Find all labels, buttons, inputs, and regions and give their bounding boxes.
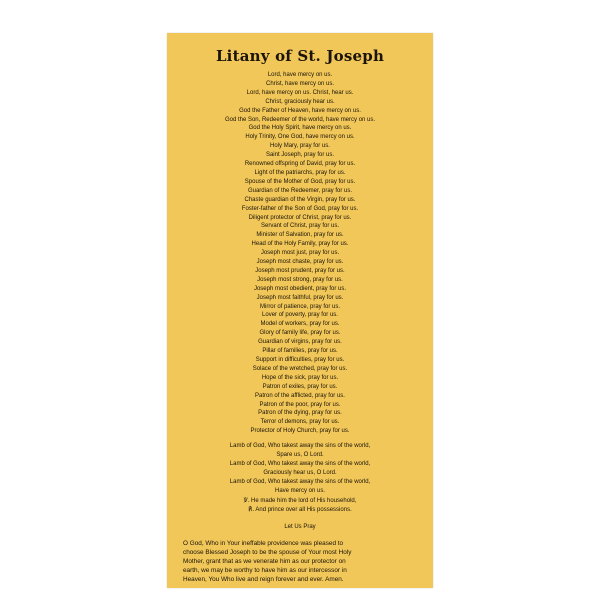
lamb-line: Lamb of God, Who takest away the sins of the world, — [229, 443, 371, 449]
litany-line: Diligent protector of Christ, pray for us. — [248, 214, 352, 221]
litany-line: Protector of Holy Church, pray for us. — [250, 428, 350, 435]
prayer-line: choose Blessed Joseph to be the spouse of Your most Holy — [183, 548, 352, 556]
litany-line: Glory of family life, pray for us. — [259, 330, 341, 337]
litany-line: Pillar of families, pray for us. — [262, 348, 338, 355]
litany-line: Lover of poverty, pray for us. — [262, 312, 338, 319]
litany-line: Joseph most chaste, pray for us. — [256, 259, 344, 266]
litany-line: Model of workers, pray for us. — [260, 321, 340, 328]
litany-line: Patron of the afflicted, pray for us. — [255, 392, 345, 399]
litany-line: Minister of Salvation, pray for us. — [256, 232, 344, 239]
response-line: ℟. And prince over all His possessions. — [248, 507, 352, 513]
litany-line: Head of the Holy Family, pray for us. — [251, 241, 349, 248]
litany-line: Joseph most faithful, pray for us. — [256, 294, 344, 301]
litany-line: Joseph most obedient, pray for us. — [253, 285, 347, 292]
litany-line: God the Holy Spirit, have mercy on us. — [248, 125, 352, 132]
litany-line: Joseph most just, pray for us. — [260, 250, 340, 257]
versicle-section — [167, 497, 433, 515]
prayer-line: O God, Who in Your ineffable providence was pleased to — [183, 540, 344, 547]
litany-line: Light of the patriarchs, pray for us. — [254, 169, 346, 176]
litany-line: Support in difficulties, pray for us. — [255, 357, 345, 363]
litany-line: Solace of the wretched, pray for us. — [252, 365, 348, 372]
lamb-line: Have mercy on us. — [274, 487, 326, 494]
lamb-line: Lamb of God, Who takest away the sins of the world, — [229, 460, 371, 467]
litany-line: God the Son, Redeemer of the world, have mercy on us. — [224, 116, 376, 123]
card-title: Litany of St. Joseph — [215, 47, 385, 65]
litany-line: Saint Joseph, pray for us. — [265, 152, 335, 159]
lamb-line: Graciously hear us, O Lord. — [263, 469, 337, 476]
litany-line: Patron of exiles, pray for us. — [262, 383, 338, 390]
litany-line: Hope of the sick, pray for us. — [261, 374, 339, 381]
lamb-of-god-section — [167, 442, 433, 495]
litany-line: Patron of the dying, pray for us. — [258, 410, 342, 417]
litany-line: Servant of Christ, pray for us. — [260, 223, 340, 230]
closing-prayer — [183, 540, 419, 585]
litany-line: Mirror of patience, pray for us. — [259, 303, 341, 310]
lamb-line: Lamb of God, Who takest away the sins of the world, — [229, 478, 371, 485]
prayer-line: Mother, grant that as we venerate him as our protector on — [183, 557, 346, 565]
prayer-card — [167, 33, 433, 588]
versicle-line: ℣. He made him the lord of His household, — [243, 498, 357, 504]
prayer-heading: Let Us Pray — [284, 524, 316, 530]
litany-line: Holy Mary, pray for us. — [270, 143, 330, 150]
litany-line: Christ, graciously hear us. — [265, 98, 335, 105]
litany-line: Joseph most strong, pray for us. — [257, 276, 343, 283]
litany-line: Guardian of virgins, pray for us. — [258, 339, 342, 346]
litany-line: Foster-father of the Son of God, pray for us. — [241, 205, 359, 212]
prayer-line: Heaven, You Who live and reign forever and ever. Amen. — [183, 575, 344, 583]
litany-line: Guardian of the Redeemer, pray for us. — [247, 187, 353, 194]
litany-line: Christ, have mercy on us. — [265, 80, 335, 87]
litany-line: Lord, have mercy on us. — [267, 72, 333, 78]
litany-line: Chaste guardian of the Virgin, pray for us. — [244, 196, 356, 203]
litany-line: Spouse of the Mother of God, pray for us. — [244, 178, 356, 185]
lamb-line: Spare us, O Lord. — [276, 451, 324, 458]
litany-line: Lord, have mercy on us. Christ, hear us. — [246, 89, 354, 96]
litany-list — [167, 71, 433, 436]
litany-line: Holy Trinity, One God, have mercy on us. — [245, 134, 355, 141]
litany-line: Joseph most prudent, pray for us. — [255, 267, 345, 274]
litany-line: Terror of demons, pray for us. — [260, 419, 340, 426]
litany-line: Renowned offspring of David, pray for us. — [244, 161, 356, 168]
litany-line: Patron of the poor, pray for us. — [259, 401, 341, 408]
litany-line: God the Father of Heaven, have mercy on us. — [239, 107, 361, 114]
prayer-line: earth, we may be worthy to have him as our intercessor in — [183, 566, 347, 574]
